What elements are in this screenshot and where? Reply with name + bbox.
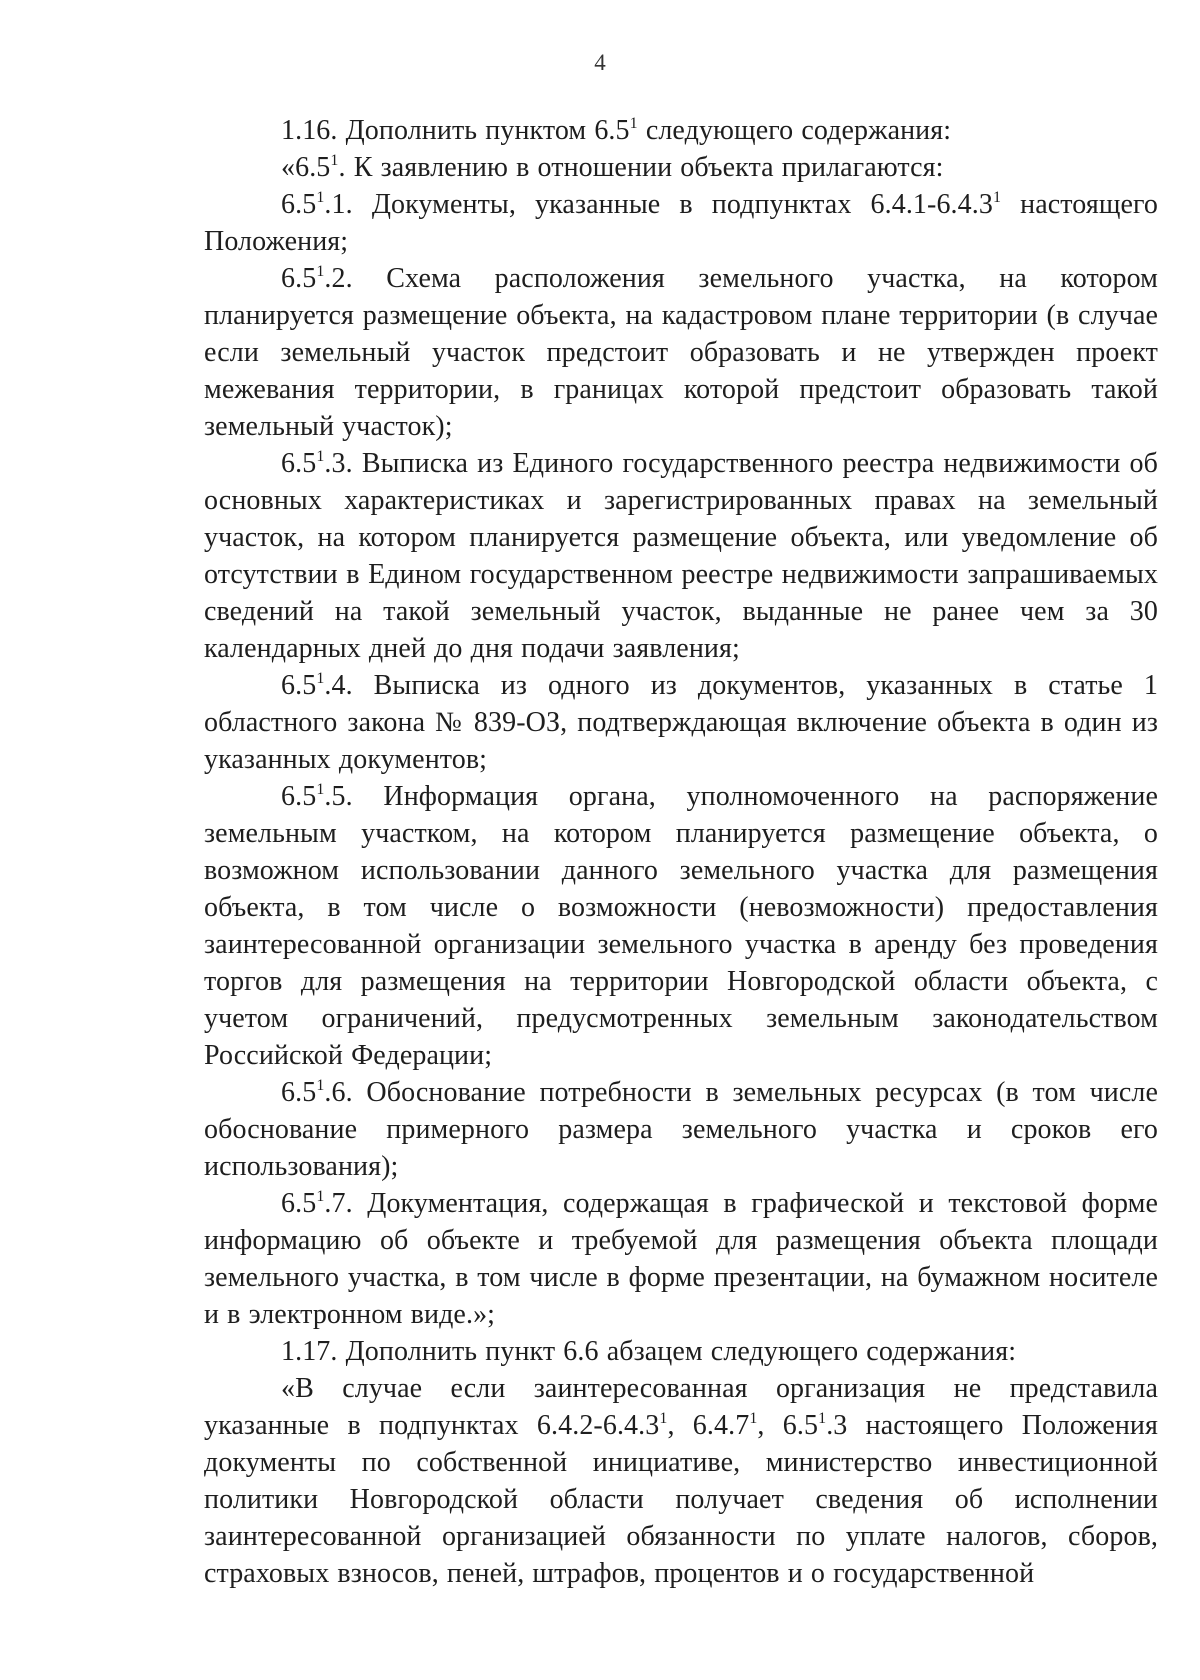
paragraph-6-5-1-intro: «$6.5^1$. К заявлению в отношении объекта прилагаются: (281, 152, 944, 183)
paragraph-1-16: 1.16. Дополнить пунктом $6.5^1$ следующего содержания: (281, 115, 952, 146)
paragraph-6-5-1-2: $6.5^1.2$. Схема расположения земельного участка, на котором планируется размещение объекта, на кадастровом плане территории (в случае если земельный участок предстоит образовать и не утвержден проект межевания территории, в границах которой предстоит образовать такой земельный участок); (204, 263, 1158, 442)
superscript: 1 (330, 152, 339, 169)
paragraph-6-5-1-6: $6.5^1.6$. Обоснование потребности в земельных ресурсах (в том числе обоснование примерного размера земельного участка и сроков его использования); (204, 1077, 1158, 1182)
superscript: 1 (659, 1410, 668, 1427)
page-number: 4 (594, 50, 606, 75)
superscript: 1 (749, 1410, 758, 1427)
superscript: 1 (316, 448, 325, 465)
superscript: 1 (992, 189, 1002, 206)
document-body (204, 112, 1158, 1592)
superscript: 1 (316, 263, 325, 280)
superscript: 1 (316, 1188, 325, 1205)
paragraph-6-5-1-7: $6.5^1.7$. Документация, содержащая в графической и текстовой форме информацию об объекте и требуемой для размещения объекта площади земельного участка, в том числе в форме презентации, на бумажном носителе и в электронном виде.»; (204, 1188, 1158, 1330)
superscript: 1 (818, 1410, 827, 1427)
paragraph-6-5-1-4: $6.5^1.4$. Выписка из одного из документов, указанных в статье 1 областного закона № 839-ОЗ, подтверждающая включение объекта в один из указанных документов; (204, 670, 1158, 775)
superscript: 1 (316, 670, 325, 687)
superscript: 1 (316, 781, 325, 798)
paragraph-6-5-1-1: $6.5^1.1$. Документы, указанные в подпунктах 6.4.1-6.4.3$^1$ настоящего Положения; (204, 189, 1158, 257)
superscript: 1 (316, 189, 325, 206)
superscript: 1 (629, 115, 638, 132)
paragraph-6-5-1-3: $6.5^1.3$. Выписка из Единого государственного реестра недвижимости об основных характеристиках и зарегистрированных правах на земельный участок, на котором планируется размещение объекта, или уведомление об отсутствии в Едином государственном реестре недвижимости запрашиваемых сведений на такой земельный участок, выданные не ранее чем за 30 календарных дней до дня подачи заявления; (204, 448, 1158, 664)
paragraph-6-5-1-5: $6.5^1.5$. Информация органа, уполномоченного на распоряжение земельным участком, на котором планируется размещение объекта, о возможном использовании данного земельного участка для размещения объекта, в том числе о возможности (невозможности) предоставления заинтересованной организации земельного участка в аренду без проведения торгов для размещения на территории Новгородской области объекта, с учетом ограничений, предусмотренных земельным законодательством Российской Федерации; (204, 781, 1158, 1071)
paragraph-6-6-addition: «В случае если заинтересованная организация не представила указанные в подпунктах 6.4.2-6.4.3$^1$, 6.4.7$^1$, $6.5^1.3$ настоящего Положения документы по собственной инициативе, министерство инвестиционной политики Новгородской области получает сведения об исполнении заинтересованной организацией обязанности по уплате налогов, сборов, страховых взносов, пеней, штрафов, процентов и о государственной (204, 1373, 1158, 1589)
paragraph-1-17: 1.17. Дополнить пункт 6.6 абзацем следующего содержания: (281, 1336, 1017, 1367)
superscript: 1 (316, 1077, 325, 1094)
